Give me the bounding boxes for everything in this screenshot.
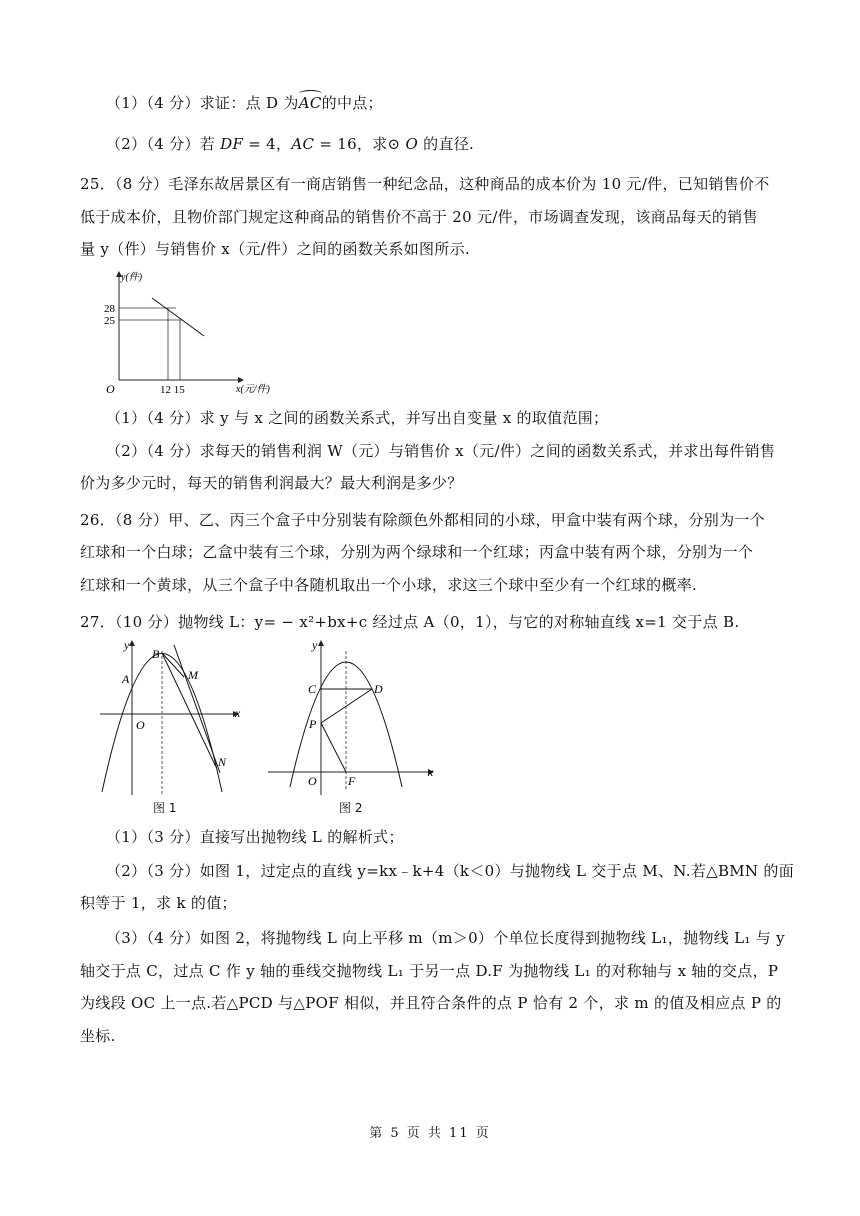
q26-line2: 红球和一个白球；乙盒中装有三个球，分别为两个绿球和一个红球；丙盒中装有两个球，分别为一个 [80,543,754,561]
fig1-label-x: x [235,706,241,720]
q27-part2-line1: （2）（3 分）如图 1，过定点的直线 y=kx﹣k+4（k＜0）与抛物线 L 交于点 M、N.若△BMN 的面 [106,862,795,880]
y-tick-25: 25 [104,315,115,327]
fig2-label-o: O [308,774,317,788]
page-footer: 第 5 页 共 11 页 [369,1126,491,1141]
fig2-label-x: x [428,765,434,779]
fig2-y-arrow [318,640,324,646]
fig1-label-y: y [124,638,130,652]
fig1-label-o: O [136,718,145,732]
x-axis-arrow [238,377,244,383]
q25-graph-svg [96,268,286,394]
fig1-caption: 图 1 [153,801,177,815]
fig1-label-m: M [188,668,198,682]
q27-part3-line2: 轴交于点 C，过点 C 作 y 轴的垂线交抛物线 L₁ 于另一点 D.F 为抛物线 L₁ 的对称轴与 x 轴的交点，P [80,962,779,980]
q24-part1: （1）（4 分）求证：点 D 为AC的中点； [106,94,383,112]
q26-line3: 红球和一个黄球，从三个盒子中各随机取出一个小球，求这三个球中至少有一个红球的概率. [80,576,698,594]
origin-label: O [106,382,115,394]
q26-line1: 26．（8 分）甲、乙、丙三个盒子中分别装有除颜色外都相同的小球，甲盒中装有两个球，分别为一个 [80,511,766,529]
y-axis-label: y(件) [121,272,143,283]
q27-figure2 [268,637,448,797]
fig2-segment-pf [321,723,346,772]
fig1-label-b: B [152,647,160,661]
q27-part3-line4: 坐标. [80,1027,116,1045]
fig2-label-y: y [312,638,318,652]
q25-line1: 25．（8 分）毛泽东故居景区有一商店销售一种纪念品，这种商品的成本价为 10 元/件，已知销售价不 [80,175,770,193]
fig2-segment-pd [321,689,372,723]
q25-graph [96,268,286,394]
q27-part2-line2: 积等于 1，求 k 的值； [80,894,237,912]
fig2-label-d: D [374,682,383,696]
q27-part3-line3: 为线段 OC 上一点.若△PCD 与△POF 相似，并且符合条件的点 P 恰有 2 个，求 m 的值及相应点 P 的 [80,994,782,1012]
fig1-y-arrow [129,640,135,646]
x-axis-label: x(元/件) [236,384,270,394]
function-line [152,298,204,336]
x-ticks: 12 15 [160,384,185,394]
q25-line3: 量 y（件）与销售价 x（元/件）之间的函数关系如图所示. [80,240,470,258]
q24-part2: （2）（4 分）若 DF = 4，AC = 16，求⊙ O 的直径. [106,135,475,153]
q27-figure2-svg [268,637,448,797]
fig2-caption: 图 2 [339,801,363,815]
q25-part1: （1）（4 分）求 y 与 x 之间的函数关系式，并写出自变量 x 的取值范围； [106,409,609,427]
fig2-label-p: P [309,717,317,731]
fig1-label-a: A [122,672,130,686]
fig2-label-c: C [308,682,317,696]
fig1-label-n: N [218,755,227,769]
q25-part2-line1: （2）（4 分）求每天的销售利润 W（元）与销售价 x（元/件）之间的函数关系式，并求出每件销售 [106,442,776,460]
q27-figure1 [96,637,256,797]
fig1-line-mn [174,645,220,773]
q27-line1: 27．（10 分）抛物线 L：y= − x²+bx+c 经过点 A（0，1），与它的对称轴直线 x=1 交于点 B. [80,613,740,631]
fig2-label-f: F [348,774,356,788]
q27-part3-line1: （3）（4 分）如图 2，将抛物线 L 向上平移 m（m＞0）个单位长度得到抛物线 L₁，抛物线 L₁ 与 y [106,929,785,947]
y-tick-28: 28 [104,303,115,315]
q25-part2-line2: 价为多少元时，每天的销售利润最大？最大利润是多少？ [80,474,463,492]
q27-figure1-svg [96,637,256,797]
arc-ac: AC [298,94,322,112]
q25-line2: 低于成本价，且物价部门规定这种商品的销售价不高于 20 元/件，市场调查发现，该商品每天的销售 [80,208,758,226]
q27-part1: （1）（3 分）直接写出抛物线 L 的解析式； [106,828,404,846]
